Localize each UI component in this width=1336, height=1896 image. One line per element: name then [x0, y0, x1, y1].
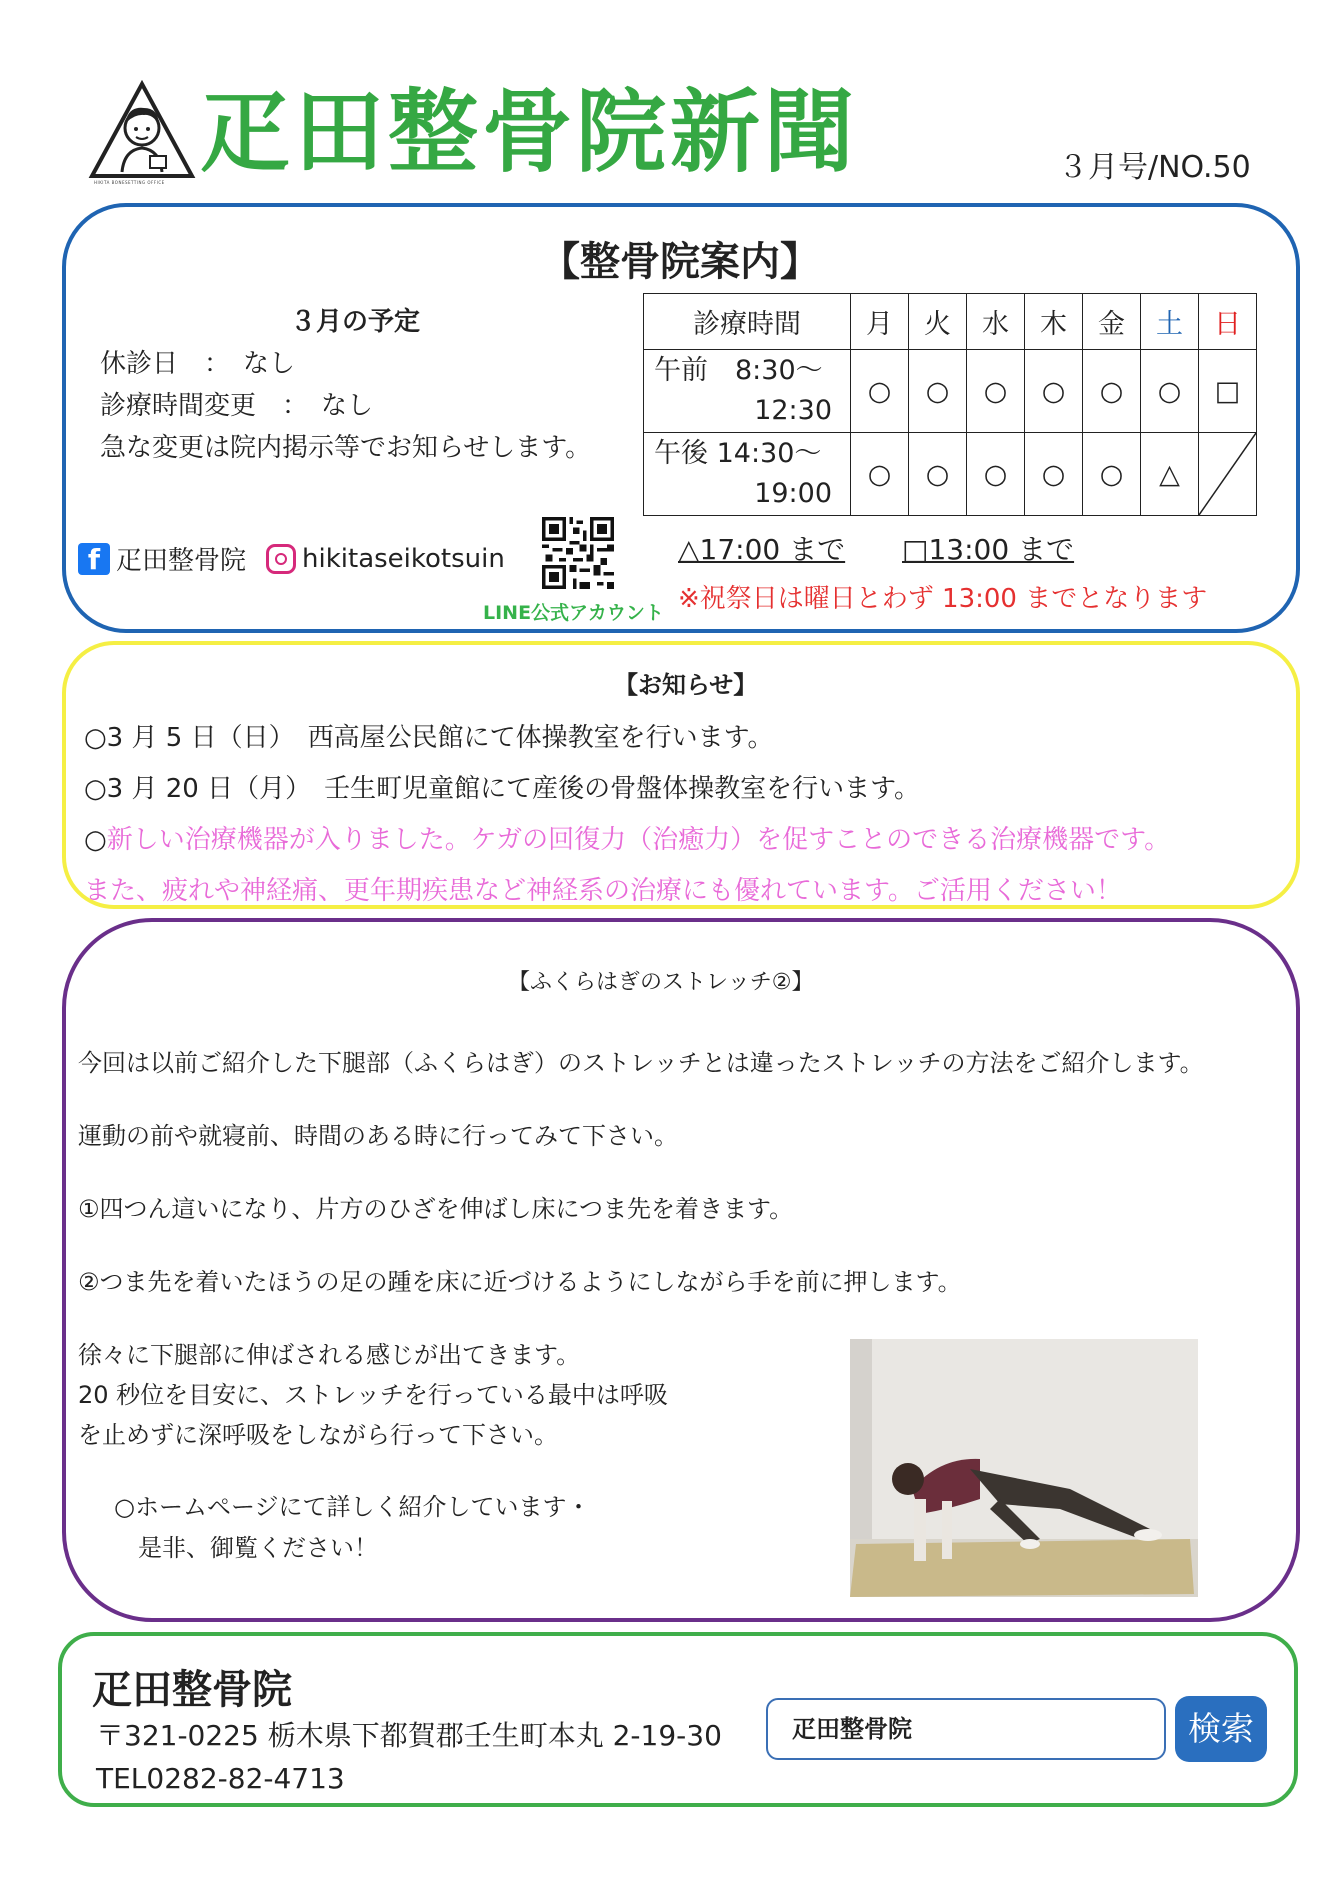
stretch-note-2: 20 秒位を目安に、ストレッチを行っている最中は呼吸	[78, 1381, 668, 1409]
hours-table	[643, 293, 1257, 516]
afternoon-start: 午後 14:30〜	[654, 438, 822, 469]
afternoon-slot-label	[644, 433, 851, 516]
clinic-logo	[88, 80, 196, 188]
day-wed: 水	[967, 294, 1025, 350]
stretch-timing: 運動の前や就寝前、時間のある時に行ってみて下さい。	[78, 1122, 678, 1150]
search-button[interactable]: 検索	[1175, 1696, 1267, 1762]
notice-highlight-text: 新しい治療機器が入りました。ケガの回復力（治癒力）を促すことのできる治療機器です。	[106, 825, 1171, 855]
facebook-icon[interactable]: f	[78, 543, 110, 575]
stretch-intro: 今回は以前ご紹介した下腿部（ふくらはぎ）のストレッチとは違ったストレッチの方法をご紹介します。	[78, 1049, 1204, 1077]
footer-address: 〒321-0225 栃木県下都賀郡壬生町本丸 2-19-30	[96, 1719, 722, 1752]
note-square: □13:00 まで	[902, 533, 1075, 566]
morning-tue: ○	[909, 350, 967, 433]
day-tue: 火	[909, 294, 967, 350]
note-triangle: △17:00 まで	[678, 533, 846, 566]
diagonal-slash-icon	[1199, 433, 1256, 515]
afternoon-end: 19:00	[754, 478, 832, 509]
morning-row	[644, 350, 1257, 433]
morning-sun: □	[1199, 350, 1257, 433]
stretch-step-1: ①四つん這いになり、片方のひざを伸ばし床につま先を着きます。	[78, 1195, 794, 1223]
morning-mon: ○	[851, 350, 909, 433]
notice-title: 【お知らせ】	[614, 671, 758, 699]
notice-highlight-marker: ○	[84, 825, 107, 855]
afternoon-row	[644, 433, 1257, 516]
morning-fri: ○	[1083, 350, 1141, 433]
day-thu: 木	[1025, 294, 1083, 350]
notice-highlight-line-1	[84, 819, 1170, 856]
notice-highlight-line-2: また、疲れや神経痛、更年期疾患など神経系の治療にも優れています。ご活用ください！	[84, 876, 1122, 906]
homepage-invite: 是非、御覧ください！	[138, 1534, 378, 1562]
facebook-name[interactable]: 疋田整骨院	[116, 546, 247, 576]
afternoon-fri: ○	[1083, 433, 1141, 516]
footer-tel: TEL0282-82-4713	[96, 1762, 345, 1795]
morning-end: 12:30	[754, 395, 832, 426]
afternoon-thu: ○	[1025, 433, 1083, 516]
afternoon-tue: ○	[909, 433, 967, 516]
morning-slot-label	[644, 350, 851, 433]
morning-thu: ○	[1025, 350, 1083, 433]
sudden-change-line: 急な変更は院内掲示等でお知らせします。	[100, 433, 592, 463]
morning-sat: ○	[1141, 350, 1199, 433]
holiday-note: ※祝祭日は曜日とわず 13:00 までとなります	[678, 584, 1208, 614]
stretch-note-3: を止めずに深呼吸をしながら行って下さい。	[78, 1421, 558, 1449]
stretch-note-1: 徐々に下腿部に伸ばされる感じが出てきます。	[78, 1341, 581, 1369]
hours-header-label: 診療時間	[644, 294, 851, 350]
morning-start: 午前 8:30〜	[654, 355, 823, 386]
schedule-title: ３月の予定	[290, 307, 421, 337]
notice-item-2: ○3 月 20 日（月） 壬生町児童館にて産後の骨盤体操教室を行います。	[84, 774, 921, 804]
day-fri: 金	[1083, 294, 1141, 350]
social-links	[78, 540, 505, 577]
afternoon-wed: ○	[967, 433, 1025, 516]
newsletter-title: 疋田整骨院新聞	[200, 80, 858, 185]
guide-title: 【整骨院案内】	[540, 239, 820, 285]
day-sat: 土	[1141, 294, 1199, 350]
afternoon-sat: △	[1141, 433, 1199, 516]
logo-caption: HIKITA BONESETTING OFFICE	[94, 180, 165, 185]
stretch-photo	[850, 1339, 1198, 1597]
issue-number: ３月号/NO.50	[1058, 150, 1251, 185]
homepage-note: ○ホームページにて詳しく紹介しています・	[114, 1493, 591, 1521]
search-input[interactable]: 疋田整骨院	[766, 1698, 1166, 1760]
stretch-step-2: ②つま先を着いたほうの足の踵を床に近づけるようにしながら手を前に押します。	[78, 1268, 962, 1296]
day-sun: 日	[1199, 294, 1257, 350]
afternoon-sun-closed	[1199, 433, 1257, 516]
hours-change-line: 診療時間変更 ： なし	[100, 391, 374, 421]
day-mon: 月	[851, 294, 909, 350]
line-account-label[interactable]: LINE公式アカウント	[483, 602, 664, 624]
hours-header-row	[644, 294, 1257, 350]
afternoon-mon: ○	[851, 433, 909, 516]
morning-wed: ○	[967, 350, 1025, 433]
stretch-title: 【ふくらはぎのストレッチ②】	[508, 970, 814, 995]
footer-clinic-name: 疋田整骨院	[92, 1667, 292, 1713]
instagram-icon[interactable]	[266, 544, 296, 574]
closed-days-line: 休診日 ： なし	[100, 349, 296, 379]
qr-code-icon[interactable]	[542, 517, 614, 589]
instagram-name[interactable]: hikitaseikotsuin	[302, 543, 505, 574]
notice-item-1: ○3 月 5 日（日） 西高屋公民館にて体操教室を行います。	[84, 723, 774, 753]
